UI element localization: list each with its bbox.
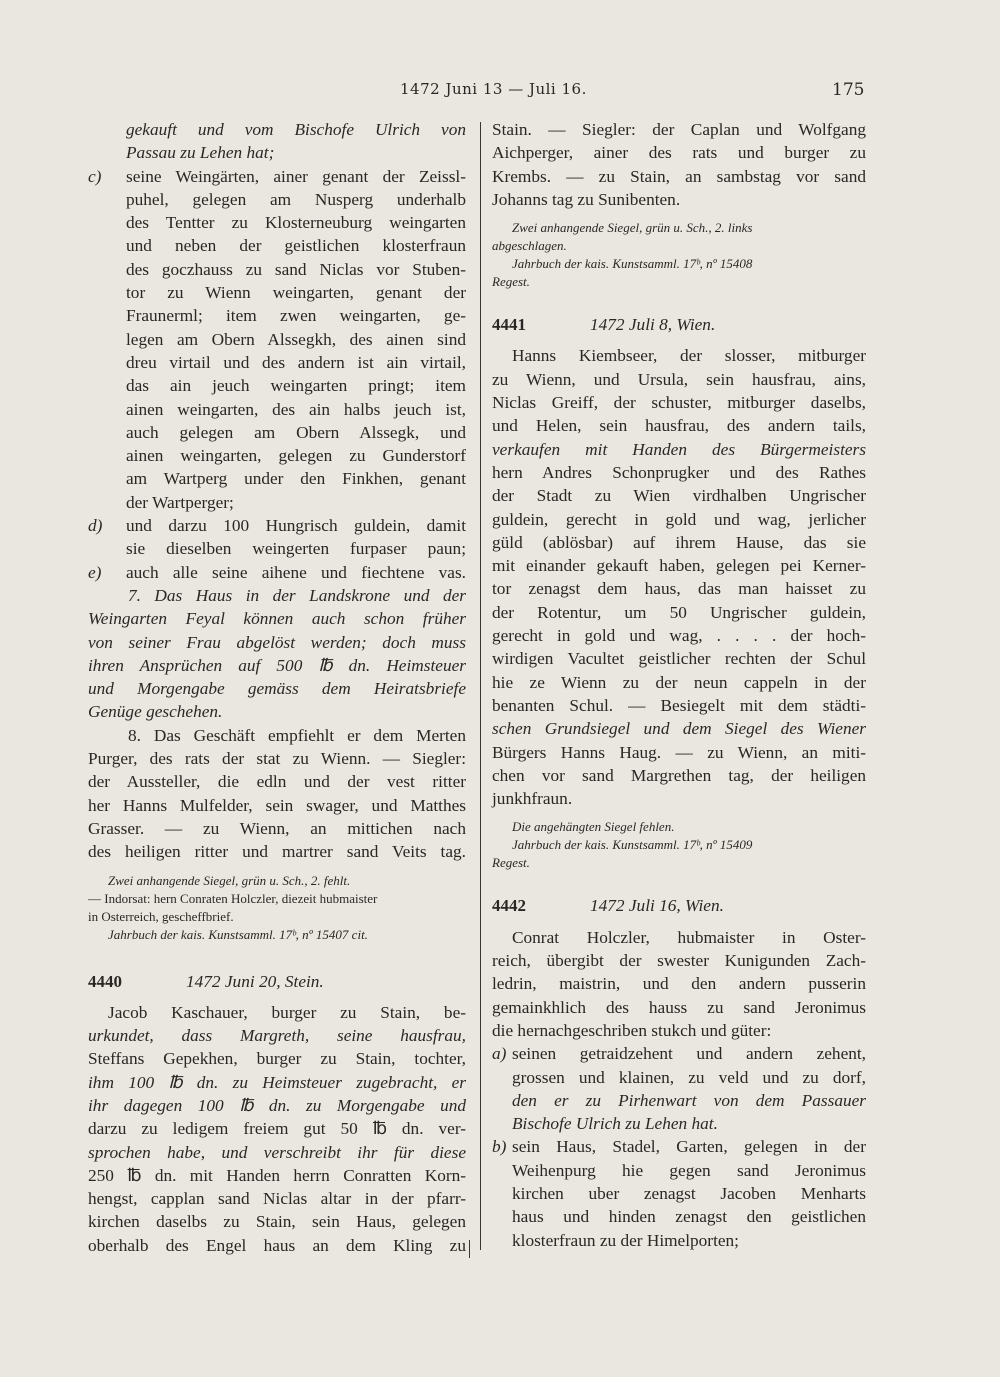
line-text: Stain. — Siegler: der Caplan und Wolfgang (492, 120, 866, 139)
text-line (492, 368, 866, 391)
line-text: Johanns tag zu Sunibenten. (492, 189, 681, 209)
right-notes-1 (492, 219, 866, 291)
line-text: Bischofe Ulrich zu Lehen hat. (512, 1114, 718, 1134)
line-text: hie ze Wienn zu der neun cappeln in der (492, 672, 866, 692)
note-line (88, 872, 466, 890)
line-text: tor zu Wienn weingarten, genant der (126, 283, 466, 303)
line-text: ihr dagegen 100 ℔ dn. zu Morgengabe und (88, 1095, 466, 1115)
text-line (492, 1159, 866, 1182)
note-line (492, 818, 866, 836)
entry-date: 1472 Juni 20, Stein. (186, 971, 324, 991)
text-line (88, 607, 466, 630)
line-text: verkaufen mit Handen des Bürgermeisters (492, 439, 866, 459)
text-line (88, 351, 466, 374)
text-line (88, 1001, 466, 1024)
line-text: Fraunerml; item zwen weingarten, ge- (126, 306, 466, 326)
text-line (492, 344, 866, 367)
line-text: auch gelegen am Obern Alssegk, und (126, 422, 466, 442)
text-line (492, 601, 866, 624)
line-text: Jahrbuch der kais. Kunstsamml. 17ᵇ, nº 15407 cit. (108, 926, 368, 942)
line-text: der Aussteller, die edln und der vest ritter (88, 772, 466, 792)
note-line (492, 273, 866, 291)
line-text: chen vor sand Margrethen tag, der heiligen (492, 765, 866, 785)
text-line (492, 1205, 866, 1228)
text-line (88, 258, 466, 281)
line-text: haus und hinden zenagst den geistlichen (512, 1207, 866, 1227)
text-line (88, 1141, 466, 1164)
line-text: tor zenagst dem haus, das man haisset zu (492, 579, 866, 599)
text-line (492, 188, 866, 211)
line-text: reich, übergibt der swester Kunigunden Zach- (492, 951, 866, 971)
text-line (88, 467, 466, 490)
text-line (492, 484, 866, 507)
line-text: gemainkhlich des hauss zu sand Jeronimus (492, 997, 866, 1017)
note-line (492, 854, 866, 872)
text-line (88, 1234, 466, 1257)
line-text: guldein, gerecht in gold und wag, jerlicher (492, 509, 866, 529)
text-line (88, 304, 466, 327)
line-text: ihren Ansprüchen auf 500 ℔ dn. Heimsteuer (88, 655, 466, 675)
note-line (492, 255, 866, 273)
text-line (88, 281, 466, 304)
line-text: güld (ablösbar) auf ihrem Hause, das sie (492, 532, 866, 552)
line-text: Zwei anhangende Siegel, grün u. Sch., 2. links (512, 220, 753, 236)
text-line (492, 1019, 866, 1042)
text-line (492, 577, 866, 600)
line-text: hengst, capplan sand Niclas altar in der pfarr- (88, 1189, 466, 1209)
text-line (88, 165, 466, 188)
text-line (88, 537, 466, 560)
entry-body-4440 (88, 1001, 466, 1257)
line-text: Aichperger, ainer des rats und burger zu (492, 143, 866, 163)
entry-date: 1472 Juli 8, Wien. (590, 315, 716, 335)
line-text: 8. Das Geschäft empfiehlt er dem Merten (128, 725, 466, 745)
text-line (88, 141, 466, 164)
line-text: ledrin, maistrin, und den andern pusserin (492, 974, 866, 994)
item-label: c) (88, 166, 102, 186)
line-text: und Morgengabe gemäss dem Heiratsbriefe (88, 679, 466, 699)
line-text: grossen und klainen, zu veld und zu dorf, (512, 1067, 866, 1087)
text-line (88, 211, 466, 234)
text-line (492, 671, 866, 694)
line-text: hern Andres Schonprugker und des Rathes (492, 462, 866, 482)
entry-number: 4441 (492, 315, 526, 335)
text-line (492, 391, 866, 414)
line-text: benanten Schul. — Besiegelt mit dem städti- (492, 695, 866, 715)
text-line (492, 764, 866, 787)
text-line (492, 647, 866, 670)
text-line (492, 717, 866, 740)
line-text: Weihenpurg hie gegen sand Jeronimus (512, 1160, 866, 1180)
text-line (492, 624, 866, 647)
text-line (88, 817, 466, 840)
line-text: 7. Das Haus in der Landskrone und der (128, 585, 466, 605)
line-text: 250 ℔ dn. mit Handen herrn Conratten Korn- (88, 1165, 466, 1185)
text-line (492, 118, 866, 141)
line-text: dreu virtail und des andern ist ain virtail, (126, 352, 466, 372)
line-text: Genüge geschehen. (88, 702, 223, 722)
line-text: ainen weingarten, gelegen zu Gunderstorf (126, 446, 466, 466)
line-text: darzu zu ledigem freiem gut 50 ℔ dn. ver- (88, 1119, 466, 1139)
text-line (492, 461, 866, 484)
text-line (88, 188, 466, 211)
line-text: — Indorsat: hern Conraten Holczler, diezeit hubmaister (88, 890, 378, 906)
text-line (88, 631, 466, 654)
entry-header-4442 (492, 894, 866, 917)
line-text: und darzu 100 Hungrisch guldein, damit (126, 516, 466, 536)
left-main-text (88, 118, 466, 864)
line-text: von seiner Frau abgelöst werden; doch muss (88, 632, 466, 652)
line-text: junkhfraun. (492, 789, 573, 809)
running-head: 1472 Juni 13 — Juli 16. (400, 80, 587, 98)
line-text: der Wartperger; (126, 492, 234, 512)
line-text: her Hanns Mulfelder, sein swager, und Matthes (88, 795, 466, 815)
text-line (492, 1066, 866, 1089)
line-text: und neben der geistlichen klosterfraun (126, 236, 466, 256)
text-line (492, 165, 866, 188)
line-text: Die angehängten Siegel fehlen. (512, 819, 675, 835)
text-line (88, 444, 466, 467)
line-text: seine Weingärten, ainer genant der Zeissl- (126, 166, 466, 186)
line-text: kirchen uber zenagst Jacoben Menharts (512, 1183, 866, 1203)
note-line (88, 890, 466, 908)
line-text: ainen weingarten, des ain halbs jeuch ist, (126, 399, 466, 419)
line-text: wirdigen Vacultet geistlicher rechten der Schul (492, 649, 866, 669)
item-label: a) (492, 1044, 507, 1064)
line-text: der Stadt zu Wien virdhalben Ungrischer (492, 486, 866, 506)
line-text: klosterfraun zu der Himelporten; (512, 1230, 739, 1250)
text-line (492, 531, 866, 554)
line-text: oberhalb des Engel haus an dem Kling zu (88, 1235, 466, 1255)
entry-header-4441 (492, 313, 866, 336)
note-line (88, 926, 466, 944)
line-text: Krembs. — zu Stain, an sambstag vor sand (492, 166, 866, 186)
line-text: ihm 100 ℔ dn. zu Heimsteuer zugebracht, er (88, 1072, 466, 1092)
text-line (88, 1117, 466, 1140)
line-text: Steffans Gepekhen, burger zu Stain, tochter, (88, 1049, 466, 1069)
item-label: d) (88, 516, 103, 536)
line-text: den er zu Pirhenwart von dem Passauer (512, 1090, 866, 1110)
note-line (492, 219, 866, 237)
line-text: der Rotentur, um 50 Ungrischer guldein, (492, 602, 866, 622)
text-line (88, 1094, 466, 1117)
text-line (492, 1135, 866, 1158)
text-line (492, 508, 866, 531)
line-text: des goczhauss zu sand Niclas vor Stuben- (126, 259, 466, 279)
entry-date: 1472 Juli 16, Wien. (590, 896, 724, 916)
line-text: gekauft und vom Bischofe Ulrich von (126, 120, 466, 139)
text-line (88, 1164, 466, 1187)
text-line (88, 118, 466, 141)
line-text: die hernachgeschriben stukch und güter: (492, 1020, 772, 1040)
text-line (88, 561, 466, 584)
text-line (492, 926, 866, 949)
text-line (492, 694, 866, 717)
text-line (88, 724, 466, 747)
text-line (88, 1071, 466, 1094)
line-text: abgeschlagen. (492, 238, 567, 254)
text-line (492, 438, 866, 461)
text-line (88, 398, 466, 421)
line-text: urkundet, dass Margreth, seine hausfrau, (88, 1026, 466, 1046)
entry-number: 4440 (88, 971, 122, 991)
entry-number: 4442 (492, 896, 526, 916)
text-line (88, 840, 466, 863)
line-text: zu Wienn, und Ursula, sein hausfrau, ains, (492, 369, 866, 389)
line-text: gerecht in gold und wag, . . . . der hoch- (492, 626, 866, 646)
text-line (492, 414, 866, 437)
text-line (492, 741, 866, 764)
text-line (492, 1182, 866, 1205)
line-text: seinen getraidzehent und andern zehent, (512, 1044, 866, 1064)
line-text: Passau zu Lehen hat; (126, 143, 275, 163)
line-text: mit einander gekauft haben, gelegen pei Kerner- (492, 556, 866, 576)
line-text: schen Grundsiegel und dem Siegel des Wiener (492, 719, 866, 739)
text-line (88, 654, 466, 677)
text-line (492, 1229, 866, 1252)
text-line (88, 747, 466, 770)
line-text: Jacob Kaschauer, burger zu Stain, be- (108, 1002, 466, 1022)
text-line (88, 770, 466, 793)
text-line (88, 421, 466, 444)
line-text: Grasser. — zu Wienn, an mittichen nach (88, 818, 466, 838)
text-line (88, 1047, 466, 1070)
column-divider (480, 122, 481, 1250)
text-line (88, 1024, 466, 1047)
right-top-text (492, 118, 866, 211)
text-line (88, 514, 466, 537)
text-line (492, 1112, 866, 1135)
line-text: sprochen habe, und verschreibt ihr für diese (88, 1142, 466, 1162)
line-text: sein Haus, Stadel, Garten, gelegen in der (512, 1137, 866, 1157)
line-text: Weingarten Feyal können auch schon früher (88, 609, 466, 629)
item-label: e) (88, 562, 102, 582)
text-line (492, 972, 866, 995)
text-line (492, 1042, 866, 1065)
line-text: Regest. (492, 274, 530, 290)
line-text: des heiligen ritter und martrer sand Veits tag. (88, 842, 466, 862)
text-line (492, 787, 866, 810)
text-line (88, 234, 466, 257)
text-line (88, 700, 466, 723)
text-line (492, 1089, 866, 1112)
line-text: puhel, gelegen am Nusperg underhalb (126, 189, 466, 209)
line-text: Regest. (492, 855, 530, 871)
line-text: das ain jeuch weingarten pringt; item (126, 376, 466, 396)
text-line (88, 491, 466, 514)
line-text: Bürgers Hanns Haug. — zu Wienn, an miti- (492, 742, 866, 762)
text-line (88, 794, 466, 817)
line-text: Zwei anhangende Siegel, grün u. Sch., 2. fehlt. (108, 872, 351, 888)
page-number: 175 (832, 80, 865, 100)
line-text: und Helen, sein hausfrau, des andern tails, (492, 416, 866, 436)
line-text: Jahrbuch der kais. Kunstsamml. 17ᵇ, nº 15408 (512, 256, 753, 272)
text-line (88, 1210, 466, 1233)
line-text: Niclas Greiff, der schuster, mitburger daselbs, (492, 393, 866, 413)
line-text: in Osterreich, gescheffbrief. (88, 908, 234, 924)
note-line (88, 908, 466, 926)
entry-body-4442 (492, 926, 866, 1252)
text-line (88, 1187, 466, 1210)
line-text: kirchen daselbs zu Stain, sein Haus, gelegen (88, 1212, 466, 1232)
entry-header-4440 (88, 970, 466, 993)
text-line (492, 554, 866, 577)
note-line (492, 836, 866, 854)
line-text: sie dieselben weingerten furpaser paun; (126, 539, 466, 559)
line-text: Jahrbuch der kais. Kunstsamml. 17ᵇ, nº 15409 (512, 837, 753, 853)
text-line (88, 677, 466, 700)
text-line (492, 949, 866, 972)
text-line (492, 141, 866, 164)
text-line (88, 374, 466, 397)
line-text: Hanns Kiembseer, der slosser, mitburger (512, 346, 866, 366)
line-text: Purger, des rats der stat zu Wienn. — Siegler: (88, 749, 466, 769)
left-notes (88, 872, 466, 944)
right-notes-2 (492, 818, 866, 872)
text-line (88, 584, 466, 607)
entry-body-4441 (492, 344, 866, 810)
column-end-mark (469, 1240, 470, 1258)
line-text: des Tentter zu Klosterneuburg weingarten (126, 213, 466, 233)
text-line (88, 328, 466, 351)
line-text: auch alle seine aihene und fiechtene vas. (126, 562, 466, 582)
line-text: am Wartperg under den Finkhen, genant (126, 469, 466, 489)
line-text: Conrat Holczler, hubmaister in Oster- (512, 927, 866, 947)
note-line (492, 237, 866, 255)
line-text: legen am Obern Alssegkh, des ainen sind (126, 329, 466, 349)
left-column (88, 118, 466, 1257)
item-label: b) (492, 1137, 507, 1157)
right-column (492, 118, 866, 1252)
text-line (492, 996, 866, 1019)
